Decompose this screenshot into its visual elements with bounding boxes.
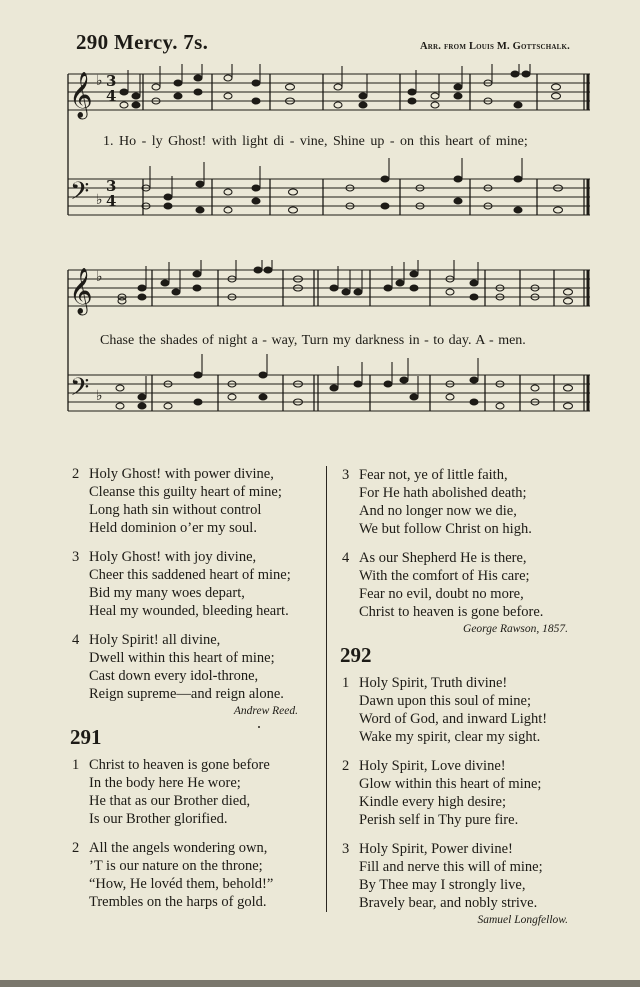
- verse-number: 3: [342, 841, 350, 857]
- verse-text: Holy Spirit, Truth divine!: [359, 675, 508, 691]
- verse-line: Trembles on the harps of gold.: [89, 894, 267, 910]
- verse-number: 3: [72, 549, 80, 565]
- verse-number: 4: [342, 550, 350, 566]
- page-bottom-edge: [0, 980, 640, 987]
- hymn-290-title: 290 Mercy. 7s.: [76, 30, 209, 54]
- verse-number: 2: [72, 466, 80, 482]
- verse-line: Dawn upon this soul of mine;: [359, 693, 531, 709]
- stanza: [72, 756, 312, 828]
- stanza: [342, 549, 582, 621]
- verse-line: Cheer this saddened heart of mine;: [89, 567, 291, 583]
- verse-line: Glow within this heart of mine;: [359, 776, 542, 792]
- verse-line: With the comfort of His care;: [359, 568, 530, 584]
- verse-text: Holy Spirit, Power divine!: [359, 841, 513, 857]
- verse-line: Cast down every idol-throne,: [89, 668, 259, 684]
- right-column: [342, 466, 582, 929]
- verse-line: Wake my spirit, clear my sight.: [359, 729, 541, 745]
- verse-text: Holy Ghost! with joy divine,: [89, 549, 257, 565]
- verse-line: [72, 631, 312, 649]
- stanza: [72, 465, 312, 537]
- verse-line: [342, 674, 582, 692]
- verse-line: [342, 466, 582, 484]
- treble-staff-1: [68, 74, 590, 110]
- verse-line: Dwell within this heart of mine;: [89, 650, 275, 666]
- verse-text: Fear not, ye of little faith,: [359, 467, 508, 483]
- hymn-291-number: 291: [70, 725, 102, 749]
- attribution-samuel-longfellow: Samuel Longfellow.: [477, 914, 568, 926]
- verse-line: [72, 465, 312, 483]
- verse-line: Fill and nerve this will of mine;: [359, 859, 543, 875]
- verse-line: Heal my wounded, bleeding heart.: [89, 603, 289, 619]
- verse-text: Holy Spirit! all divine,: [89, 632, 221, 648]
- left-column: [72, 465, 312, 922]
- stanza: [342, 757, 582, 829]
- stanza: [342, 674, 582, 746]
- svg-text:3: 3: [106, 177, 117, 195]
- verse-line: Is our Brother glorified.: [89, 811, 228, 827]
- stanza: [72, 839, 312, 911]
- verse-line: Christ to heaven is gone before.: [359, 604, 544, 620]
- svg-text:♭: ♭: [96, 73, 103, 89]
- verse-line: Perish self in Thy pure fire.: [359, 812, 519, 828]
- verse-text: All the angels wondering own,: [89, 840, 268, 856]
- verse-text: Christ to heaven is gone before: [89, 757, 270, 773]
- verse-line: Reign supreme—and reign alone.: [89, 686, 284, 702]
- verse-line: Word of God, and inward Light!: [359, 711, 548, 727]
- lyric-line-1: 1. Ho - ly Ghost! with light di - vine, Shine up - on this heart of mine;: [103, 134, 528, 149]
- verse-line: [72, 756, 312, 774]
- verse-line: Long hath sin without control: [89, 502, 262, 518]
- verse-line: For He hath abolished death;: [359, 485, 527, 501]
- verse-line: [72, 839, 312, 857]
- stanza: [342, 840, 582, 912]
- svg-text:♭: ♭: [96, 192, 103, 208]
- verse-line: He that as our Brother died,: [89, 793, 251, 809]
- svg-text:𝄞: 𝄞: [69, 268, 93, 314]
- svg-text:𝄢: 𝄢: [70, 373, 90, 408]
- verse-line: And no longer now we die,: [359, 503, 517, 519]
- stanza: [72, 631, 312, 703]
- verse-number: 1: [72, 757, 80, 773]
- verse-line: “How, He lovéd them, behold!”: [89, 876, 274, 892]
- verse-line: In the body here He wore;: [89, 775, 241, 791]
- verse-line: Bid my many woes depart,: [89, 585, 245, 601]
- verse-number: 3: [342, 467, 350, 483]
- verse-line: Cleanse this guilty heart of mine;: [89, 484, 282, 500]
- verse-line: By Thee may I strongly live,: [359, 877, 526, 893]
- verse-text: Holy Ghost! with power divine,: [89, 466, 274, 482]
- verse-number: 4: [72, 632, 80, 648]
- clefs-2: [69, 268, 103, 408]
- lyric-line-2: Chase the shades of night a - way, Turn my darkness in - to day. A - men.: [100, 333, 526, 348]
- attribution-andrew-reed: Andrew Reed.: [233, 705, 298, 717]
- verse-text: As our Shepherd He is there,: [359, 550, 527, 566]
- verse-line: [342, 840, 582, 858]
- verse-line: Bravely bear, and nobly strive.: [359, 895, 538, 911]
- verse-number: 2: [342, 758, 350, 774]
- verse-line: ’T is our nature on the throne;: [89, 858, 263, 874]
- verse-text: Holy Spirit, Love divine!: [359, 758, 506, 774]
- stanza: [72, 548, 312, 620]
- verse-line: [342, 757, 582, 775]
- column-divider: [326, 466, 327, 912]
- verse-line: Kindle every high desire;: [359, 794, 506, 810]
- hymn-292-number: 292: [340, 643, 372, 667]
- svg-text:𝄞: 𝄞: [69, 72, 93, 118]
- attribution-george-rawson: George Rawson, 1857.: [463, 623, 568, 635]
- verse-line: We but follow Christ on high.: [359, 521, 532, 537]
- bass-staff-1: [68, 179, 590, 215]
- verse-number: 2: [72, 840, 80, 856]
- svg-text:♭: ♭: [96, 269, 103, 285]
- svg-text:3: 3: [106, 72, 117, 90]
- verse-number: 1: [342, 675, 350, 691]
- verse-line: Fear no evil, doubt no more,: [359, 586, 524, 602]
- svg-text:4: 4: [106, 192, 117, 210]
- stanza: [342, 466, 582, 538]
- verse-line: Held dominion o’er my soul.: [89, 520, 257, 536]
- composer-credit: Arr. from Louis M. Gottschalk.: [420, 41, 570, 52]
- svg-text:♭: ♭: [96, 388, 103, 404]
- svg-text:4: 4: [106, 87, 117, 105]
- svg-text:𝄢: 𝄢: [70, 177, 90, 212]
- verse-line: [72, 548, 312, 566]
- verse-line: [342, 549, 582, 567]
